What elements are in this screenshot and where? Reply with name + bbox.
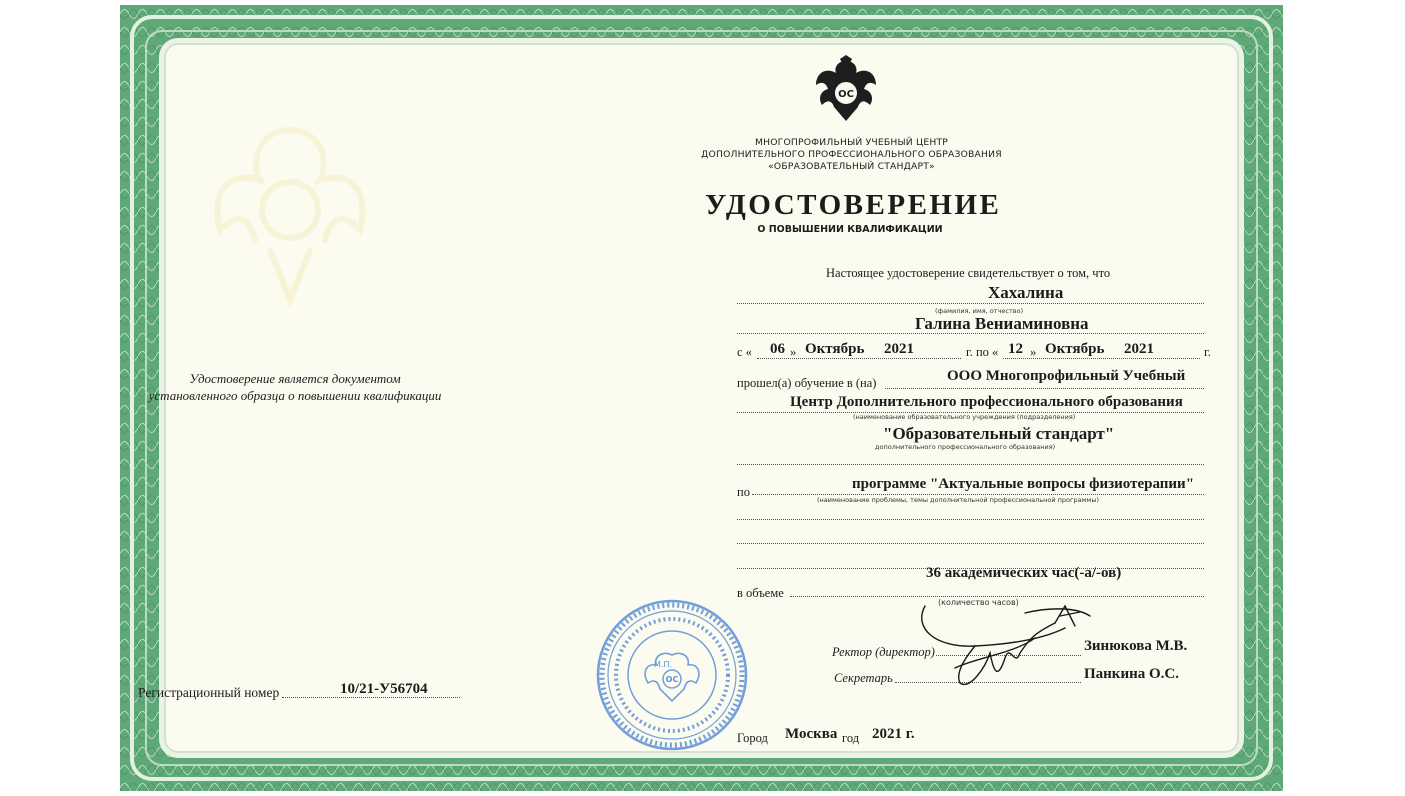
name-caption: (фамилия, имя, отчество) xyxy=(935,307,1024,315)
program-label: по xyxy=(737,485,750,499)
validity-note: Удостоверение является документом установленного образца о повышении квалификации xyxy=(148,371,442,403)
blank-line-2 xyxy=(737,519,1204,520)
date-from-line xyxy=(757,358,961,359)
secretary-name: Панкина О.С. xyxy=(1084,666,1179,682)
signatures-icon xyxy=(915,598,1115,693)
volume-label: в объеме xyxy=(737,586,784,600)
program-line xyxy=(752,494,1204,495)
year-label: год xyxy=(842,731,860,745)
rector-name: Зинюкова М.В. xyxy=(1084,638,1188,654)
date-from-prefix: с « xyxy=(737,345,752,359)
given-names-line xyxy=(737,333,1204,334)
program-name: программе "Актуальные вопросы физиотерапии" xyxy=(852,476,1195,492)
year-to: 2021 xyxy=(1124,341,1154,357)
city: Москва xyxy=(785,726,838,742)
institution-line1: ООО Многопрофильный Учебный xyxy=(947,368,1186,384)
year-suffix: г. xyxy=(1204,345,1211,359)
hours-line xyxy=(790,596,1204,597)
registration-number-label: Регистрационный номер xyxy=(138,685,280,700)
secretary-label: Секретарь xyxy=(834,671,893,685)
institution-line1-rule xyxy=(885,388,1204,389)
seal-stamp-icon xyxy=(594,597,750,753)
institution-line3: "Образовательный стандарт" xyxy=(883,424,1115,443)
city-label: Город xyxy=(737,731,768,745)
program-caption: (наименование проблемы, темы дополнительной профессиональной программы) xyxy=(817,496,1100,504)
month-from: Октябрь xyxy=(805,341,865,357)
institution-caption: (наименование образовательного учреждения (подразделения) xyxy=(853,413,1076,421)
year-from: 2021 xyxy=(884,341,914,357)
institution-caption2: дополнительного профессионального образования) xyxy=(875,443,1056,451)
month-to: Октябрь xyxy=(1045,341,1105,357)
blank-line-1 xyxy=(737,464,1204,465)
rector-label: Ректор (директор) xyxy=(832,645,935,659)
surname-line xyxy=(737,303,1204,304)
date-to-line xyxy=(1003,358,1200,359)
seal-emblem-letters: ОС xyxy=(665,675,679,684)
given-names: Галина Вениаминовна xyxy=(915,314,1089,333)
hours: 36 академических час(-а/-ов) xyxy=(926,565,1122,581)
blank-line-3 xyxy=(737,543,1204,544)
surname: Хахалина xyxy=(988,283,1064,302)
hours-caption: (количество часов) xyxy=(938,598,1019,607)
organization-name: МНОГОПРОФИЛЬНЫЙ УЧЕБНЫЙ ЦЕНТР ДОПОЛНИТЕЛЬНОГО ПРОФЕССИОНАЛЬНОГО ОБРАЗОВАНИЯ «ОБРАЗОВАТЕЛЬНЫЙ СТАНДАРТ» xyxy=(701,137,1002,172)
intro-text: Настоящее удостоверение свидетельствует о том, что xyxy=(826,266,1111,280)
eagle-emblem-icon xyxy=(810,55,882,127)
emblem-letters: ОС xyxy=(838,89,854,100)
year: 2021 г. xyxy=(872,726,915,742)
document-subtitle: О ПОВЫШЕНИИ КВАЛИФИКАЦИИ xyxy=(757,224,943,235)
quote-close-2: » xyxy=(1030,345,1037,359)
date-to-prefix: г. по « xyxy=(966,345,999,359)
institution-line2: Центр Дополнительного профессионального образования xyxy=(790,394,1183,410)
mp-label: М.П. xyxy=(654,660,673,669)
eagle-watermark-icon xyxy=(190,100,390,310)
day-from: 06 xyxy=(770,341,785,357)
quote-close-1: » xyxy=(790,345,797,359)
document-title: УДОСТОВЕРЕНИЕ xyxy=(705,189,1002,221)
registration-number: 10/21-У56704 xyxy=(340,681,428,697)
day-to: 12 xyxy=(1008,341,1023,357)
trained-label: прошел(а) обучение в (на) xyxy=(737,376,877,390)
